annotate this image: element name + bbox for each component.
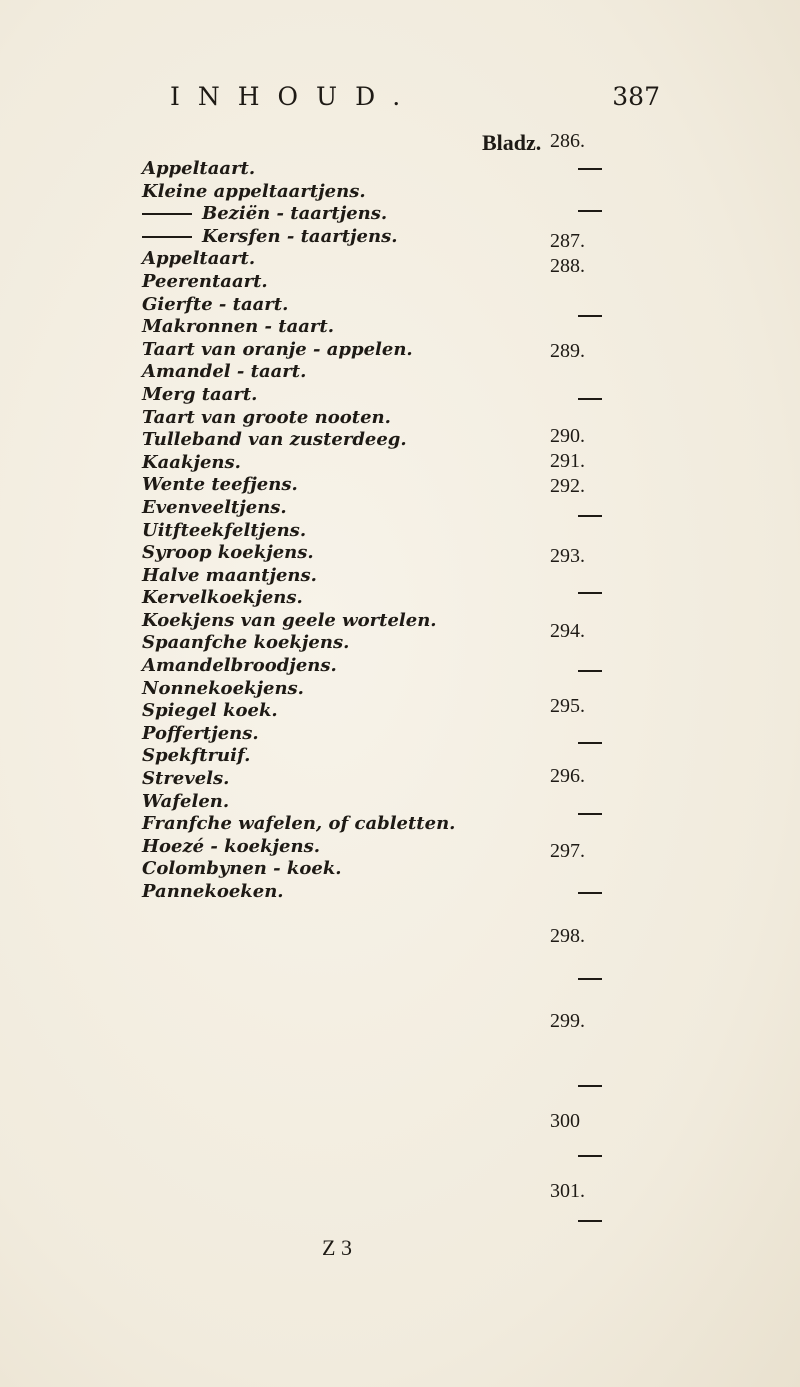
toc-entry-label: Kaakjens. (142, 451, 241, 473)
toc-entry-label: Peerentaart. (142, 270, 268, 292)
toc-entry-label: Gierfte - taart. (142, 293, 289, 315)
ditto-dash (578, 1155, 602, 1157)
ditto-dash (578, 1085, 602, 1087)
printer-signature-mark: Z 3 (322, 1235, 352, 1260)
toc-entry-label: Taart van groote nooten. (142, 406, 391, 428)
ditto-dash (578, 670, 602, 672)
toc-entry (142, 429, 502, 452)
toc-entry-label: Amandel - taart. (142, 361, 307, 383)
toc-entry (142, 248, 502, 271)
page-ref: 293. (550, 545, 585, 567)
ditto-dash (578, 813, 602, 815)
page-ref: 291. (550, 450, 585, 472)
toc-entry (142, 655, 502, 678)
ditto-dash (578, 742, 602, 744)
toc-entry-label: Uitfteekfeltjens. (142, 519, 307, 541)
toc-entry (142, 271, 502, 294)
toc-entry-label: Appeltaart. (142, 158, 256, 179)
toc-entry-label: Franfche wafelen, of cabletten. (142, 813, 456, 835)
toc-entry-label: Pannekoeken. (142, 881, 284, 902)
toc-entry (142, 474, 502, 497)
ditto-dash (142, 236, 192, 238)
toc-entry (142, 791, 502, 814)
toc-entry-label: Koekjens van geele wortelen. (142, 609, 437, 631)
page-ref: 288. (550, 255, 585, 277)
page-ref: 298. (550, 925, 585, 947)
page-ref: 294. (550, 620, 585, 642)
page-number: 387 (612, 82, 660, 111)
ditto-dash (578, 892, 602, 894)
toc-entry-label: Spaanfche koekjens. (142, 632, 350, 654)
toc-entry (142, 610, 502, 633)
toc-entry (142, 565, 502, 588)
toc-entry (142, 181, 502, 204)
toc-entry (142, 542, 502, 565)
toc-entry (142, 203, 502, 226)
toc-entry-label: Kersfen - taartjens. (202, 225, 398, 247)
toc-entry-label: Colombynen - koek. (142, 858, 342, 880)
toc-entry (142, 407, 502, 430)
toc-entry (142, 384, 502, 407)
toc-entry (142, 700, 502, 723)
toc-entry (142, 226, 502, 249)
toc-entry-label: Halve maantjens. (142, 564, 317, 586)
toc-entry-label: Strevels. (142, 768, 230, 790)
column-label-bladz: Bladz. (482, 130, 542, 155)
toc-entry-label: Appeltaart. (142, 248, 256, 270)
ditto-dash (578, 592, 602, 594)
toc-entry-label: Wafelen. (142, 790, 230, 812)
toc-entry-label: Spekftruif. (142, 745, 251, 767)
page-ref: 292. (550, 475, 585, 497)
toc-entry-label: Merg taart. (142, 383, 258, 405)
toc-entry (142, 881, 502, 904)
page-ref: 300 (550, 1110, 580, 1132)
toc-entry (142, 858, 502, 881)
toc-entry (142, 452, 502, 475)
page-ref: 299. (550, 1010, 585, 1032)
toc-entry (142, 361, 502, 384)
page-ref: 296. (550, 765, 585, 787)
toc-entry (142, 836, 502, 859)
toc-entry-label: Amandelbroodjens. (142, 655, 337, 677)
toc-entry (142, 678, 502, 701)
toc-entry (142, 745, 502, 768)
ditto-dash (578, 1220, 602, 1222)
toc-entry-label: Spiegel koek. (142, 700, 278, 722)
toc-entry-label: Wente teefjens. (142, 474, 298, 496)
toc-entry-label: Hoezé - koekjens. (142, 835, 320, 857)
page-ref: 289. (550, 340, 585, 362)
ditto-dash (578, 315, 602, 317)
page-title: INHOUD. (170, 82, 419, 111)
toc-entry (142, 316, 502, 339)
toc-entry-label: Nonnekoekjens. (142, 677, 304, 699)
ditto-dash (578, 168, 602, 170)
toc-entry (142, 520, 502, 543)
page-ref: 295. (550, 695, 585, 717)
ditto-dash (578, 398, 602, 400)
ditto-dash (578, 978, 602, 980)
page-ref: 286. (550, 130, 585, 152)
toc-entry (142, 813, 502, 836)
toc-entry-label: Beziën - taartjens. (202, 203, 388, 225)
ditto-dash (578, 515, 602, 517)
page-ref: 287. (550, 230, 585, 252)
table-of-contents (142, 158, 502, 904)
toc-entry-label: Kleine appeltaartjens. (142, 180, 366, 202)
toc-entry-label: Syroop koekjens. (142, 542, 314, 564)
toc-entry-label: Kervelkoekjens. (142, 587, 303, 609)
toc-entry (142, 339, 502, 362)
toc-entry (142, 497, 502, 520)
toc-entry (142, 587, 502, 610)
toc-entry (142, 158, 502, 181)
toc-entry (142, 294, 502, 317)
ditto-dash (578, 210, 602, 212)
toc-entry-label: Evenveeltjens. (142, 496, 287, 518)
page-ref: 301. (550, 1180, 585, 1202)
toc-entry (142, 723, 502, 746)
toc-entry (142, 768, 502, 791)
page-header (170, 82, 660, 122)
toc-entry-label: Poffertjens. (142, 722, 259, 744)
page-ref: 297. (550, 840, 585, 862)
toc-entry-label: Tulleband van zusterdeeg. (142, 429, 407, 451)
toc-entry-label: Taart van oranje - appelen. (142, 338, 413, 360)
page-ref: 290. (550, 425, 585, 447)
toc-entry-label: Makronnen - taart. (142, 316, 334, 338)
ditto-dash (142, 213, 192, 215)
toc-entry (142, 632, 502, 655)
